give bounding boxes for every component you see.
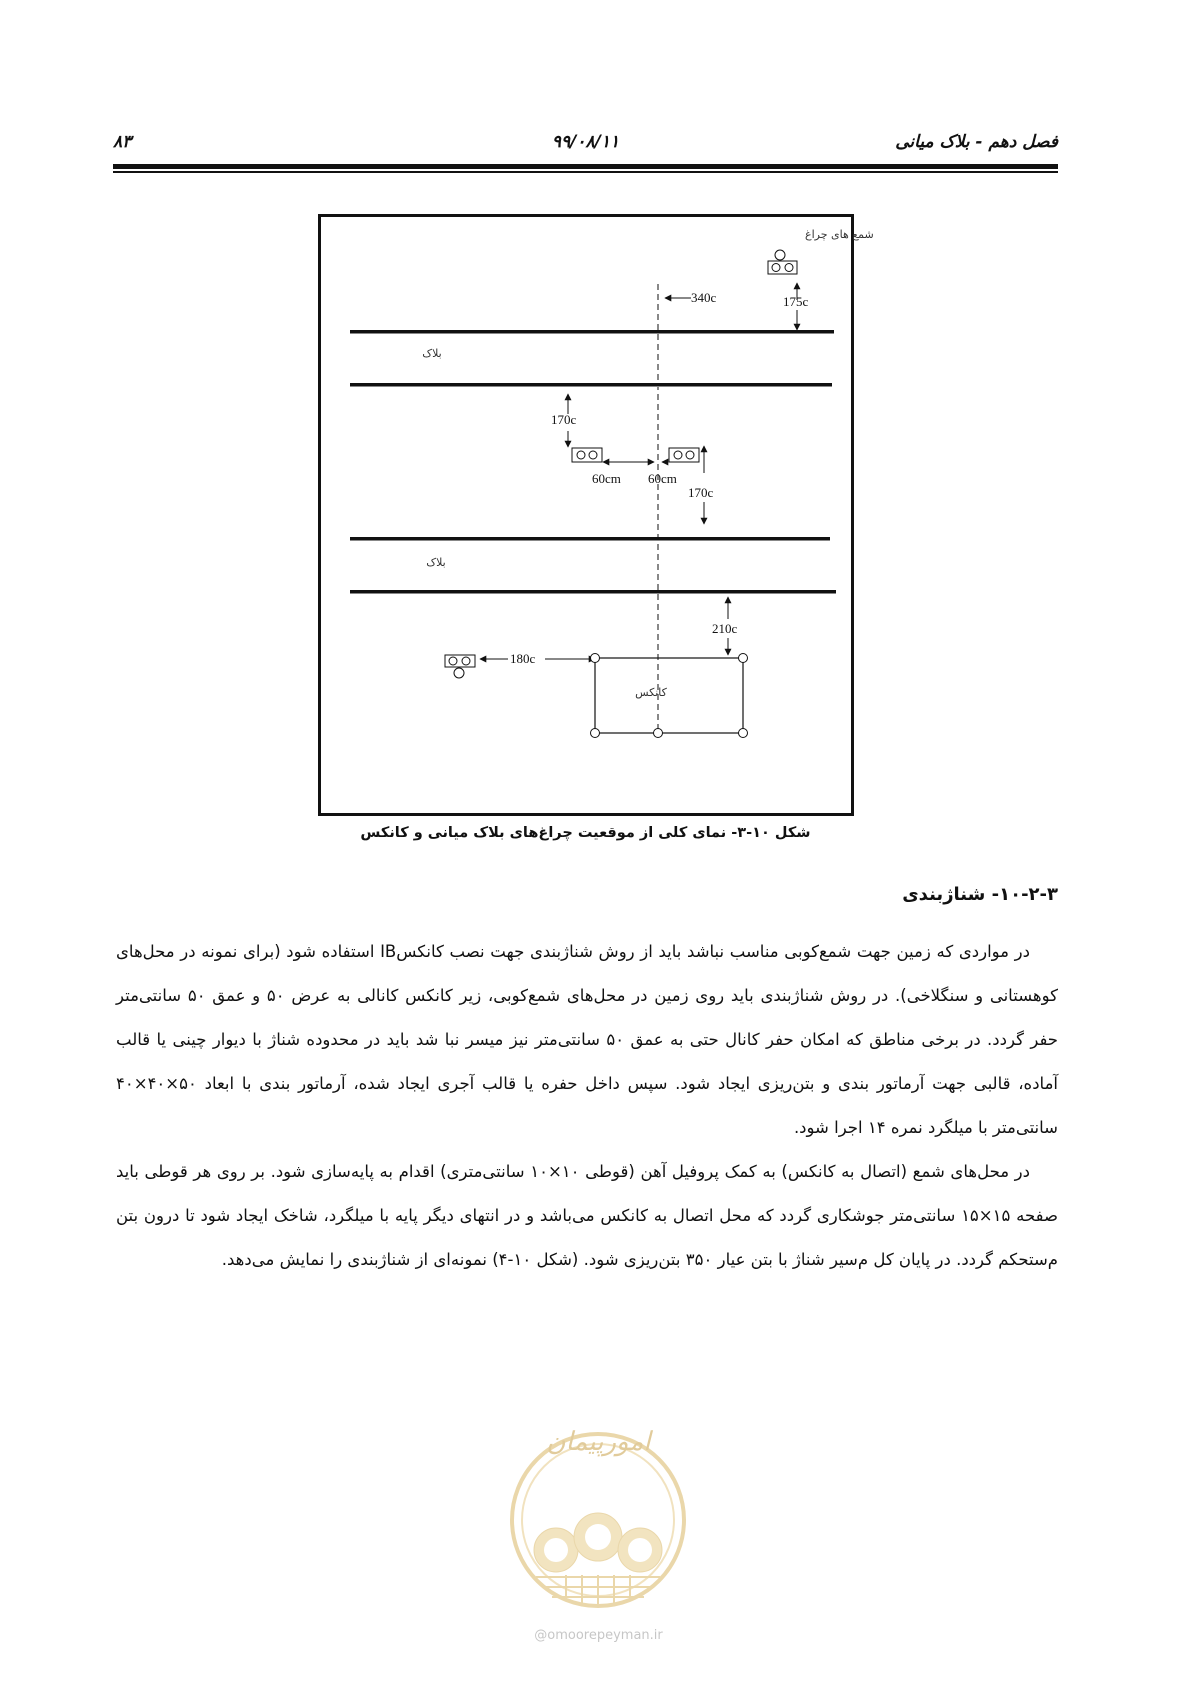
header-date: ۹۹/۰۸/۱۱ (551, 132, 620, 152)
label-canex: کانکس (635, 686, 667, 699)
paragraph-1: در مواردی که زمین جهت شمع‌کوبی مناسب نباشد باید از روش شناژبندی جهت نصب کانکسIB استفاده شود (برای نمونه در محل‌های کوهستانی و سنگلاخی). در روش شناژبندی باید روی زمین در محل‌های شمع‌کوبی، زیر کانکس کانالی به عرض ۵۰ و عمق ۵۰ سانتی‌متر حفر گردد. در برخی مناطق که امکان حفر کانال حتی به عمق ۵۰ سانتی‌متر نیز میسر نبا شد باید در محدوده شناژ با دیوار چینی یا قالب آماده، قالبی جهت آرماتور بندی و بتن‌ریزی ایجاد شود. سپس داخل حفره یا قالب آجری ایجاد شده، آرماتور بندی با ابعاد ۵۰×۴۰×۴۰ سانتی‌متر با میلگرد نمره ۱۴ اجرا شود. (116, 942, 1058, 1137)
chapter-title: فصل دهم - بلاک میانی (895, 132, 1058, 152)
dim-170-lower-label: 170c (688, 485, 714, 500)
layout-diagram (318, 214, 874, 816)
canex-pile-top-right (739, 654, 748, 663)
canex-pile-bottom-right (739, 729, 748, 738)
dim-340-label: 340c (691, 290, 717, 305)
header-rule-thin (113, 171, 1058, 173)
canex-pile-bottom-middle (654, 729, 663, 738)
canex-pile-bottom-left (591, 729, 600, 738)
dim-175-label: 175c (783, 294, 809, 309)
header-rule-thick (113, 164, 1058, 169)
dim-60-left-label: 60cm (592, 471, 621, 486)
watermark-logo-text: امورپیمان (546, 1427, 651, 1457)
section-heading: ۱۰-۲-۳- شناژبندی (902, 884, 1058, 905)
dim-60-right-label: 60cm (648, 471, 677, 486)
section-body (116, 930, 1058, 1282)
dim-170-upper-label: 170c (551, 412, 577, 427)
figure-frame (320, 216, 853, 815)
watermark-url: @omoorepeyman.ir (534, 1628, 663, 1643)
label-block-1: بلاک (422, 347, 442, 360)
dim-180-label: 180c (510, 651, 536, 666)
label-lamp-stands: شمع های چراغ (805, 228, 874, 241)
canex-pile-top-left (591, 654, 600, 663)
layout-figure (318, 214, 874, 816)
paragraph-2: در محل‌های شمع (اتصال به کانکس) به کمک پروفیل آهن (قوطی ۱۰×۱۰ سانتی‌متری) اقدام به پایه‌سازی شود. بر روی هر قوطی باید صفحه ۱۵×۱۵ سانتی‌متر جوشکاری گردد که محل اتصال به کانکس می‌باشد و در انتهای دیگر پایه با میلگرد، شاخک ایجاد شود تا درون بتن م‌ستحکم گردد. در پایان کل م‌سیر شناژ با بتن عیار ۳۵۰ بتن‌ریزی شود. (شکل ۱۰-۴) نمونه‌ای از شناژبندی را نمایش می‌دهد. (116, 1162, 1058, 1269)
watermark (506, 1425, 691, 1645)
dim-210-label: 210c (712, 621, 738, 636)
label-block-2: بلاک (426, 556, 446, 569)
page-number: ۸۳ (113, 132, 132, 152)
page-header (113, 128, 1058, 158)
figure-caption: شکل ۱۰-۳- نمای کلی از موقعیت چراغ‌های بلاک میانی و کانکس (360, 825, 811, 841)
